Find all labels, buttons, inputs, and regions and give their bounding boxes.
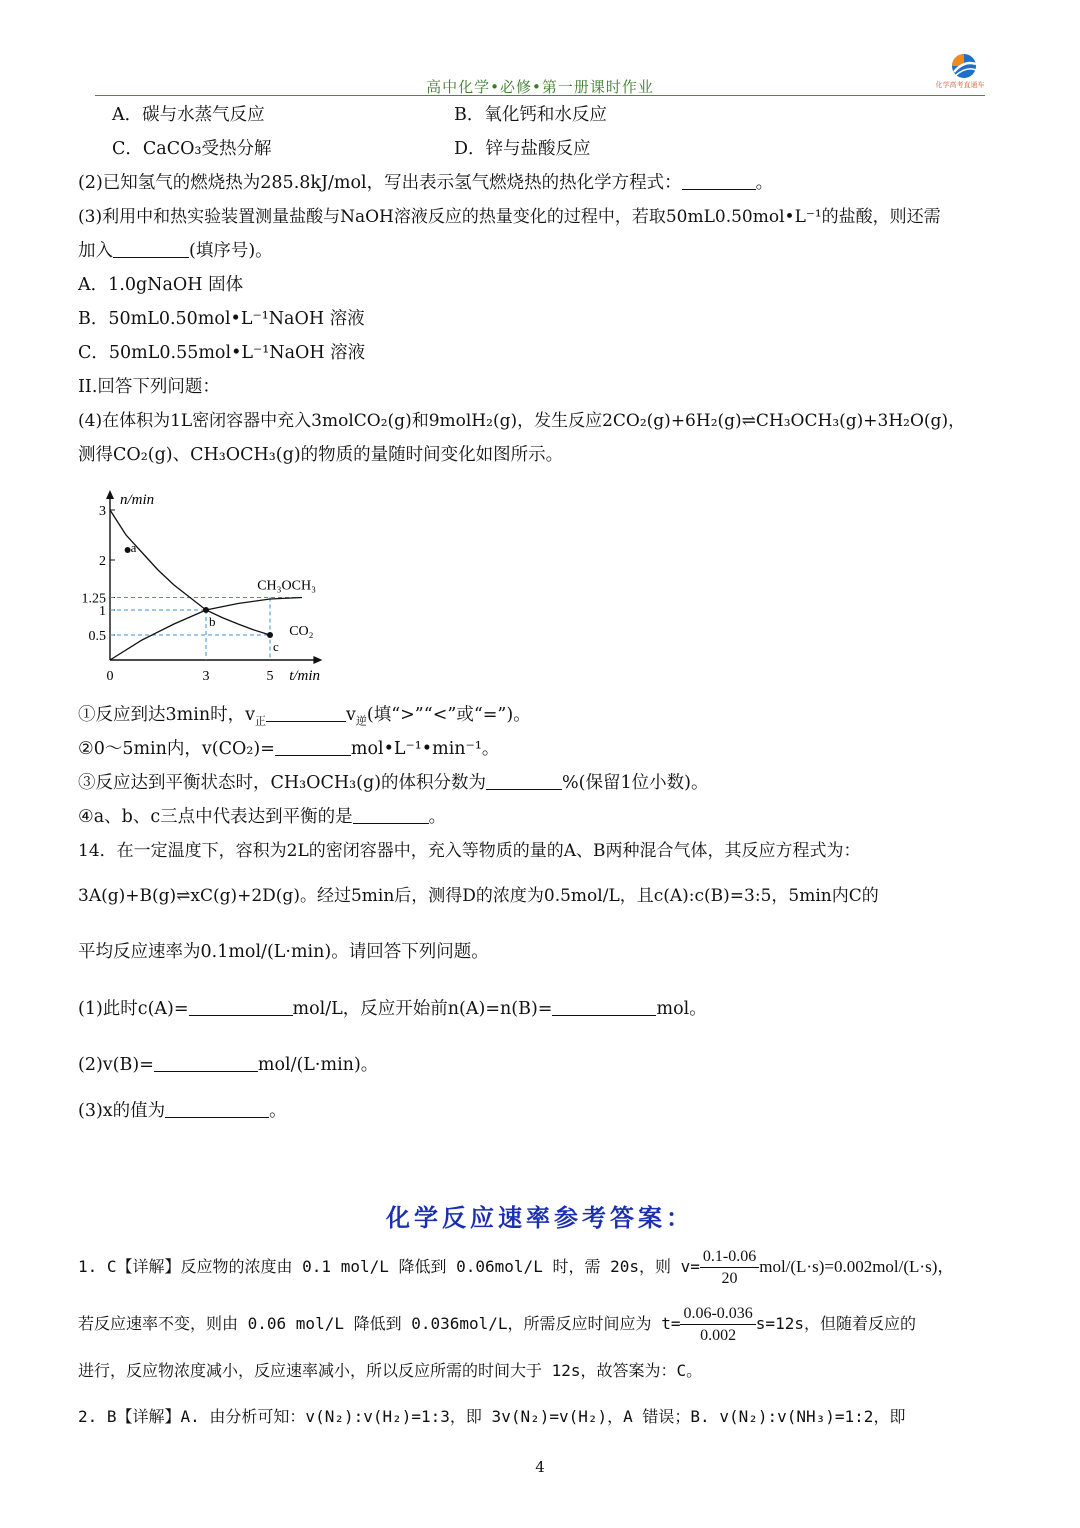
x-axis-arrow [313,656,322,664]
question-4-line1: (4)在体积为1L密闭容器中充入3molCO₂(g)和9molH₂(g)，发生反应2CO₂(g)+6H₂(g)⇌CH₃OCH₃(g)+3H₂O(g)， [78,411,966,431]
y-axis-arrow [106,490,114,499]
page-number: 4 [535,1458,545,1476]
question-14-line3: 平均反应速率为0.1mol/(L·min)。请回答下列问题。 [78,942,489,962]
q4-sub-2: ②0～5min内，v(CO₂)= mol•L⁻¹•min⁻¹。 [78,739,500,759]
fraction-2: $\frac{0.06-0.036}{0.002}$ [680,1303,755,1346]
option-d: D．锌与盐酸反应 [454,139,591,159]
q4-sub-1: ①反应到达3min时，$v_正$ $v_逆$(填“>”“<”或“=”)。 [78,705,531,728]
answer-blank[interactable] [552,999,656,1016]
header-title: 高中化学•必修•第一册课时作业 [426,78,654,96]
point-label-c: c [273,639,279,654]
answer-blank[interactable] [165,1101,269,1118]
page-header [95,76,985,94]
answer-1-line1: 1. C【详解】反应物的浓度由 0.1 mol/L 降低到 0.06mol/L 时，需 20s，则 v= $\frac{0.1-0.06}{20}$ mol/(L·s)=0.002mol/(L·s)， [78,1248,955,1287]
x-tick-label: 5 [266,669,274,682]
series-line-0 [110,510,270,635]
answer-blank[interactable] [189,999,293,1016]
y-tick-label: 1 [99,604,106,619]
part-2-heading: II.回答下列问题： [78,377,220,397]
question-14-line2: 3A(g)+B(g)⇌xC(g)+2D(g)。经过5min后，测得D的浓度为0.5mol/L，且c(A):c(B)=3:5，5min内C的 [78,886,879,906]
answer-blank[interactable] [682,173,756,190]
answer-2-line1: 2. B【详解】A. 由分析可知：v(N₂):v(H₂)=1:3，即 3v(N₂)=v(H₂)，A 错误；B. v(N₂):v(NH₃)=1:2，即 [78,1407,906,1426]
q14-part-1: (1)此时c(A)= mol/L，反应开始前n(A)=n(B)= mol。 [78,999,707,1019]
option-b: B．氧化钙和水反应 [454,105,607,125]
question-4-line2: 测得CO₂(g)、CH₃OCH₃(g)的物质的量随时间变化如图所示。 [78,445,564,465]
q3-option-c: C．50mL0.55mol•L⁻¹NaOH 溶液 [78,343,366,363]
question-14-line1: 14．在一定温度下，容积为2L的密闭容器中，充入等物质的量的A、B两种混合气体，其反应方程式为： [78,841,861,861]
chart-points [125,547,273,638]
y-tick-label: 2 [99,554,106,569]
point-b [203,607,209,613]
q3-option-a: A．1.0gNaOH 固体 [78,275,244,295]
x-tick-label: 3 [202,669,210,682]
amount-time-chart [78,482,358,682]
q14-part-2: (2)v(B)= mol/(L·min)。 [78,1055,379,1075]
answer-1-line3: 进行，反应物浓度减小，反应速率减小，所以反应所需的时间大于 12s，故答案为：C。 [78,1361,703,1380]
answers-title: 化学反应速率参考答案： [386,1203,694,1232]
option-a: A．碳与水蒸气反应 [112,105,265,125]
q4-sub-3: ③反应达到平衡状态时，CH₃OCH₃(g)的体积分数为 %(保留1位小数)。 [78,773,709,793]
question-3-line1: (3)利用中和热实验装置测量盐酸与NaOH溶液反应的热量变化的过程中，若取50mL0.50mol•L⁻¹的盐酸，则还需 [78,207,941,227]
y-tick-label: 3 [99,504,106,519]
answer-blank[interactable] [353,807,429,824]
answer-1-line2: 若反应速率不变，则由 0.06 mol/L 降低到 0.036mol/L，所需反应时间应为 t= $\frac{0.06-0.036}{0.002}$ s=12s，但随着反应的 [78,1305,916,1344]
answer-blank[interactable] [275,739,351,756]
q3-option-b: B．50mL0.50mol•L⁻¹NaOH 溶液 [78,309,365,329]
logo-text: 化学高考直通车 [935,81,985,89]
answer-blank[interactable] [113,241,189,258]
x-tick-label: 0 [106,669,114,682]
point-label-b: b [209,614,216,629]
q14-part-3: (3)x的值为 。 [78,1101,287,1121]
question-2: (2)已知氢气的燃烧热为285.8kJ/mol，写出表示氢气燃烧热的热化学方程式： 。 [78,173,774,193]
answer-blank[interactable] [486,773,562,790]
header-rule [95,95,985,96]
point-c [267,632,273,638]
y-axis-label: n/min [120,492,155,508]
q4-sub-4: ④a、b、c三点中代表达到平衡的是 。 [78,807,447,827]
x-axis-label: t/min [289,668,321,682]
y-tick-label: 0.5 [88,629,106,644]
series-label-ch3och3: CH₃OCH₃ [257,578,316,594]
question-3-line2: 加入 (填序号)。 [78,241,273,261]
answer-blank[interactable] [154,1055,258,1072]
fraction-1: $\frac{0.1-0.06}{20}$ [700,1246,759,1289]
point-label-a: a [130,540,137,555]
y-tick-label: 1.25 [81,591,106,607]
option-c: C．CaCO₃受热分解 [112,139,272,159]
series-label-co2: CO₂ [289,624,314,639]
answer-blank[interactable] [266,705,346,722]
